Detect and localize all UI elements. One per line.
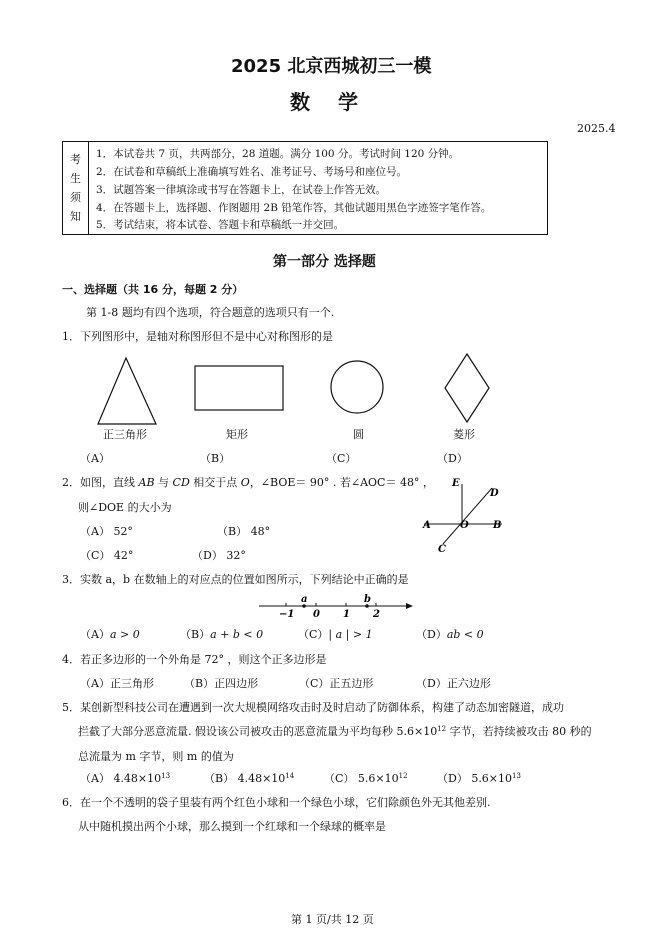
circle-shape: [331, 361, 383, 413]
q2-stem-condition: ，∠BOE＝ 90° . 若∠AOC＝ 48° ，: [249, 476, 434, 489]
q1-option-b[interactable]: （B）: [200, 452, 231, 465]
q2-stem-mid: 相交于点: [189, 476, 241, 489]
q1-option-a[interactable]: （A）: [80, 452, 110, 465]
q2-option-d[interactable]: （D） 32°: [192, 549, 246, 562]
q3-option-b[interactable]: [180, 628, 263, 642]
label-a: A: [423, 520, 431, 531]
q1-figures: [60, 352, 510, 432]
q4-option-a[interactable]: （A）正三角形: [80, 677, 154, 690]
exam-date: 2025.4: [577, 122, 616, 135]
q5-option-d[interactable]: [437, 772, 521, 786]
question-1-stem: 1．下列图形中，是轴对称图形但不是中心对称图形的是: [62, 330, 333, 343]
q4-option-d[interactable]: （D）正六边形: [416, 677, 491, 690]
q1-option-d[interactable]: （D）: [437, 452, 468, 465]
q1-option-c[interactable]: （C）: [326, 452, 357, 465]
notice-item: 3．试题答案一律填涂或书写在答题卡上，在试卷上作答无效。: [96, 184, 387, 196]
section-instruction: 第 1-8 题均有四个选项，符合题意的选项只有一个.: [86, 306, 335, 319]
question-5-line3: 总流量为 m 字节，则 m 的值为: [78, 750, 234, 763]
q3-option-a[interactable]: [80, 628, 140, 642]
q2-option-b[interactable]: （B） 48°: [217, 525, 271, 538]
q3-number-line: [255, 592, 425, 620]
notice-label-char: 考: [70, 153, 81, 166]
tick-label-neg1: −1: [279, 609, 295, 620]
q3-option-b-label: （B）: [180, 628, 211, 641]
label-o: O: [460, 520, 469, 531]
question-3-stem: 3．实数 a，b 在数轴上的对应点的位置如图所示，下列结论中正确的是: [62, 573, 409, 586]
equilateral-triangle-shape: [98, 358, 156, 424]
label-d: D: [490, 488, 499, 499]
q2-option-a[interactable]: （A） 52°: [80, 525, 133, 538]
q5-option-b[interactable]: [204, 772, 294, 786]
q5-option-a-base: （A） 4.48×10: [80, 772, 162, 785]
question-5-line1: 5．某创新型科技公司在遭遇到一次大规模网络攻击时及时启动了防御体系，构建了动态加密隧道，成功: [62, 701, 564, 714]
question-2-stem: [62, 476, 434, 490]
q2-figure: [418, 474, 518, 558]
q3-option-d[interactable]: [416, 628, 484, 642]
q3-option-c[interactable]: [298, 628, 373, 642]
notice-item: 4．在答题卡上，选择题、作图题用 2B 铅笔作答，其他试题用黑色字迹签字笔作答。: [96, 202, 492, 214]
rhombus-shape: [445, 354, 489, 422]
exam-title: 2025 北京西城初三一模: [231, 56, 432, 77]
notice-item: 1．本试卷共 7 页，共两部分，28 道题。满分 100 分。考试时间 120 分钟。: [96, 148, 460, 160]
shape-name-triangle: 正三角形: [103, 428, 147, 441]
notice-item: 5．考试结束，将本试卷、答题卡和草稿纸一并交回。: [96, 219, 345, 231]
q3-option-b-expr: a + b < 0: [210, 628, 264, 641]
q2-line-cd: CD: [172, 476, 190, 489]
question-5-line2: [78, 725, 592, 739]
section-title: 一、选择题（共 16 分，每题 2 分）: [62, 283, 244, 296]
q5-option-b-exp: 14: [285, 772, 295, 780]
q5-option-b-base: （B） 4.48×10: [204, 772, 286, 785]
q3-option-d-label: （D）: [416, 628, 447, 641]
question-4-stem: 4．若正多边形的一个外角是 72° ，则这个正多边形是: [62, 653, 327, 666]
q5-option-d-exp: 13: [512, 772, 521, 780]
q3-option-c-expr: | a | > 1: [328, 628, 373, 641]
question-6-line2: 从中随机摸出两个小球，那么摸到一个红球和一个绿球的概率是: [78, 820, 386, 833]
notice-label-char: 知: [70, 210, 81, 223]
label-point-a: a: [301, 594, 308, 605]
q5-line2-exponent: 12: [437, 725, 447, 733]
q3-option-a-label: （A）: [80, 628, 110, 641]
q4-option-b[interactable]: （B）正四边形: [184, 677, 259, 690]
shape-name-rhombus: 菱形: [453, 428, 475, 441]
tick-label-1: 1: [343, 609, 350, 620]
q5-option-c-base: （C） 5.6×10: [324, 772, 399, 785]
q5-option-c-exp: 12: [398, 772, 408, 780]
q5-line2-prefix: 拦截了大部分恶意流量. 假设该公司被攻击的恶意流量为平均每秒 5.6×10: [78, 725, 438, 738]
question-2-line2: 则∠DOE 的大小为: [78, 501, 172, 514]
notice-label-char: 生: [70, 172, 81, 185]
q5-line2-suffix: 字节，若持续被攻击 80 秒的: [446, 725, 592, 738]
notice-label: [63, 142, 89, 234]
tick-label-2: 2: [373, 609, 380, 620]
q5-option-a-exp: 13: [161, 772, 171, 780]
q3-option-a-expr: a > 0: [109, 628, 140, 641]
q5-option-a[interactable]: [80, 772, 170, 786]
label-point-b: b: [364, 594, 371, 605]
q2-point-o: O: [240, 476, 250, 489]
q4-option-c[interactable]: （C）正五边形: [299, 677, 374, 690]
part-title: 第一部分 选择题: [273, 254, 376, 270]
q2-line-ab: AB: [138, 476, 155, 489]
notice-box: [62, 141, 548, 235]
question-6-line1: 6．在一个不透明的袋子里装有两个红色小球和一个绿色小球，它们除颜色外无其他差别.: [62, 796, 491, 809]
line-cd: [443, 488, 492, 544]
page-number: 第 1 页/共 12 页: [291, 913, 374, 926]
tick-label-0: 0: [313, 609, 320, 620]
label-b: B: [493, 520, 502, 531]
axis-arrow-icon: [406, 603, 413, 609]
notice-item: 2．在试卷和草稿纸上准确填写姓名、准考证号、考场号和座位号。: [96, 166, 408, 178]
rectangle-shape: [195, 366, 283, 410]
q2-stem-and: 与: [154, 476, 173, 489]
q3-option-d-expr: ab < 0: [446, 628, 484, 641]
subject-title: 数 学: [290, 90, 362, 114]
q5-option-c[interactable]: [324, 772, 408, 786]
shape-name-circle: 圆: [353, 428, 364, 441]
q3-option-c-label: （C）: [298, 628, 329, 641]
q2-stem-prefix: 2．如图，直线: [62, 476, 139, 489]
label-e: E: [452, 478, 460, 489]
label-c: C: [438, 544, 446, 555]
q5-option-d-base: （D） 5.6×10: [437, 772, 513, 785]
notice-label-char: 须: [70, 191, 81, 204]
shape-name-rectangle: 矩形: [226, 428, 248, 441]
q2-option-c[interactable]: （C） 42°: [80, 549, 134, 562]
